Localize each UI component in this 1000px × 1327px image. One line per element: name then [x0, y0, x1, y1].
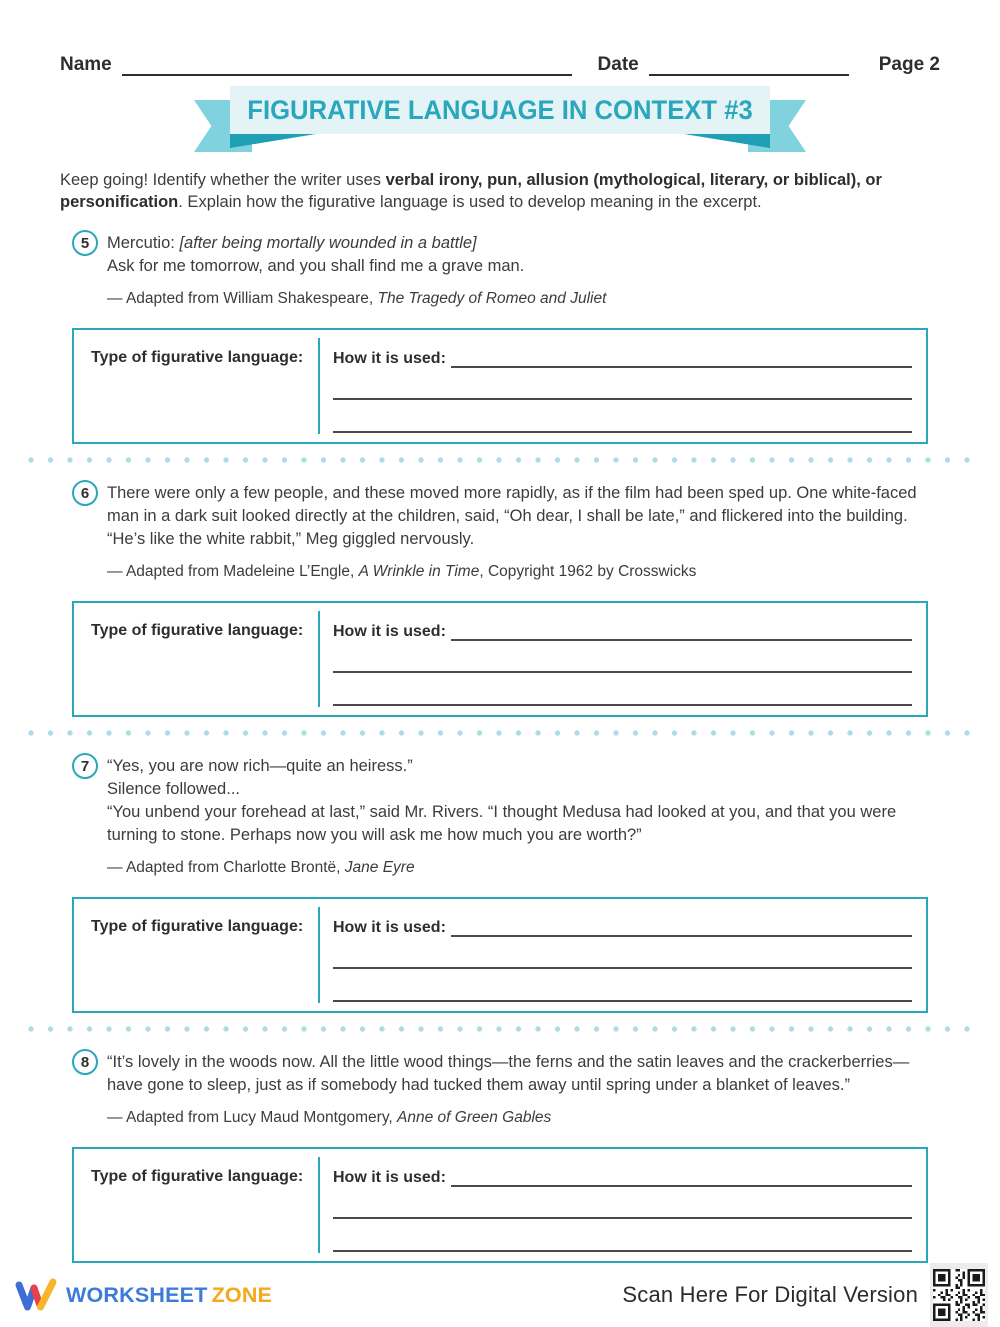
text-segment: Keep going! Identify whether the writer uses	[60, 171, 386, 189]
answer-write-line-1[interactable]	[451, 622, 912, 641]
how-it-is-used-label: How it is used:	[333, 350, 446, 367]
date-input-line[interactable]	[649, 55, 849, 76]
text-segment: [after being mortally wounded in a battle]	[179, 234, 477, 252]
text-segment: The Tragedy of Romeo and Juliet	[377, 290, 607, 307]
answer-write-line-3[interactable]	[333, 1233, 912, 1252]
qr-code-icon	[930, 1263, 988, 1327]
scan-here-text: Scan Here For Digital Version	[622, 1282, 918, 1307]
text-segment: Ask for me tomorrow, and you shall find me a grave man.	[107, 257, 525, 275]
worksheetzone-logo	[14, 1275, 272, 1315]
question-attribution	[107, 562, 940, 582]
date-label: Date	[597, 54, 639, 75]
excerpt-line	[107, 232, 524, 255]
answer-write-line-3[interactable]	[333, 687, 912, 706]
answer-box	[72, 1147, 928, 1263]
question-number-badge: 7	[72, 753, 98, 779]
text-segment: . Explain how the figurative language is used to develop meaning in the excerpt.	[178, 193, 762, 211]
question-block	[60, 213, 940, 463]
excerpt-line	[107, 482, 940, 551]
how-used-row	[333, 349, 912, 368]
answer-write-line-2[interactable]	[333, 1200, 912, 1219]
text-segment: “You unbend your forehead at last,” said Mr. Rivers. “I thought Medusa had looked at you, and that you were turning to stone. Perhaps now you will ask me how much you are worth?”	[107, 803, 897, 844]
logo-text-worksheet: WORKSHEET	[66, 1282, 208, 1307]
worksheet-title: FIGURATIVE LANGUAGE IN CONTEXT #3	[247, 94, 753, 125]
answer-box-right	[320, 899, 926, 1011]
how-used-row	[333, 622, 912, 641]
footer	[14, 1263, 988, 1327]
question-excerpt-text	[107, 753, 940, 847]
answer-write-line-2[interactable]	[333, 381, 912, 400]
answer-box	[72, 601, 928, 717]
text-segment: , Copyright 1962 by Crosswicks	[479, 563, 697, 580]
instructions-text	[60, 169, 940, 213]
name-input-line[interactable]	[122, 55, 572, 76]
type-of-figurative-language-label: Type of figurative language:	[91, 622, 304, 639]
logo-wordmark	[66, 1283, 272, 1308]
question-attribution	[107, 858, 940, 878]
question-row	[72, 1049, 940, 1097]
how-it-is-used-label: How it is used:	[333, 623, 446, 640]
excerpt-line	[107, 255, 524, 278]
question-excerpt-text	[107, 1049, 940, 1097]
text-segment: Silence followed...	[107, 780, 240, 798]
question-number-badge: 5	[72, 230, 98, 256]
how-used-row	[333, 1168, 912, 1187]
answer-write-line-3[interactable]	[333, 983, 912, 1002]
text-segment: There were only a few people, and these moved more rapidly, as if the film had been sped up. One white-faced man in a dark suit looked directly at the children, said, “Oh dear, I shall be late,” and flickered into the building. “He’s like the white rabbit,” Meg giggled nervously.	[107, 484, 917, 548]
question-excerpt-text	[107, 230, 524, 278]
answer-box-right	[320, 1149, 926, 1261]
answer-write-line-2[interactable]	[333, 654, 912, 673]
question-excerpt-text	[107, 480, 940, 551]
question-block	[60, 1032, 940, 1263]
question-row	[72, 753, 940, 847]
text-segment: — Adapted from Lucy Maud Montgomery,	[107, 1109, 398, 1126]
how-it-is-used-label: How it is used:	[333, 1169, 446, 1186]
text-segment: “It’s lovely in the woods now. All the little wood things—the ferns and the satin leaves and the crackerberries— have gone to sleep, just as if somebody had tucked them away until spring under a blanket of leaves.”	[107, 1053, 910, 1094]
excerpt-line	[107, 801, 940, 847]
excerpt-line	[107, 755, 940, 778]
answer-box	[72, 897, 928, 1013]
answer-write-line-2[interactable]	[333, 950, 912, 969]
answer-write-line-1[interactable]	[451, 918, 912, 937]
excerpt-line	[107, 778, 940, 801]
excerpt-line	[107, 1051, 940, 1097]
header	[60, 54, 940, 76]
questions-list	[60, 213, 940, 1263]
question-block	[60, 736, 940, 1032]
title-banner	[194, 86, 806, 152]
answer-write-line-1[interactable]	[451, 349, 912, 368]
answer-box	[72, 328, 928, 444]
question-block	[60, 463, 940, 736]
logo-text-zone: ZONE	[211, 1282, 273, 1307]
text-segment: — Adapted from Madeleine L’Engle,	[107, 563, 359, 580]
logo-w-icon	[14, 1275, 58, 1315]
text-segment: “Yes, you are now rich—quite an heiress.”	[107, 757, 413, 775]
text-segment: — Adapted from Charlotte Brontë,	[107, 859, 345, 876]
type-of-figurative-language-label: Type of figurative language:	[91, 918, 304, 935]
text-segment: Jane Eyre	[344, 859, 415, 876]
ribbon-fold-right	[678, 133, 770, 148]
banner-strip	[230, 86, 770, 134]
text-segment: Mercutio:	[107, 234, 180, 252]
question-attribution	[107, 1108, 940, 1128]
answer-box-right	[320, 330, 926, 442]
question-row	[72, 230, 940, 278]
type-of-figurative-language-label: Type of figurative language:	[91, 349, 304, 366]
how-used-row	[333, 918, 912, 937]
page-number: Page 2	[878, 54, 940, 75]
type-of-figurative-language-label: Type of figurative language:	[91, 1168, 304, 1185]
text-segment: Anne of Green Gables	[397, 1109, 552, 1126]
text-segment: verbal irony, pun, allusion (mythological, literary, or biblical), or personification	[60, 171, 882, 211]
question-number-badge: 8	[72, 1049, 98, 1075]
name-label: Name	[60, 54, 112, 75]
question-attribution	[107, 289, 940, 309]
answer-write-line-1[interactable]	[451, 1168, 912, 1187]
text-segment: — Adapted from William Shakespeare,	[107, 290, 378, 307]
question-row	[72, 480, 940, 551]
how-it-is-used-label: How it is used:	[333, 919, 446, 936]
question-number-badge: 6	[72, 480, 98, 506]
ribbon-fold-left	[230, 133, 322, 148]
answer-write-line-3[interactable]	[333, 414, 912, 433]
answer-box-right	[320, 603, 926, 715]
text-segment: A Wrinkle in Time	[358, 563, 480, 580]
